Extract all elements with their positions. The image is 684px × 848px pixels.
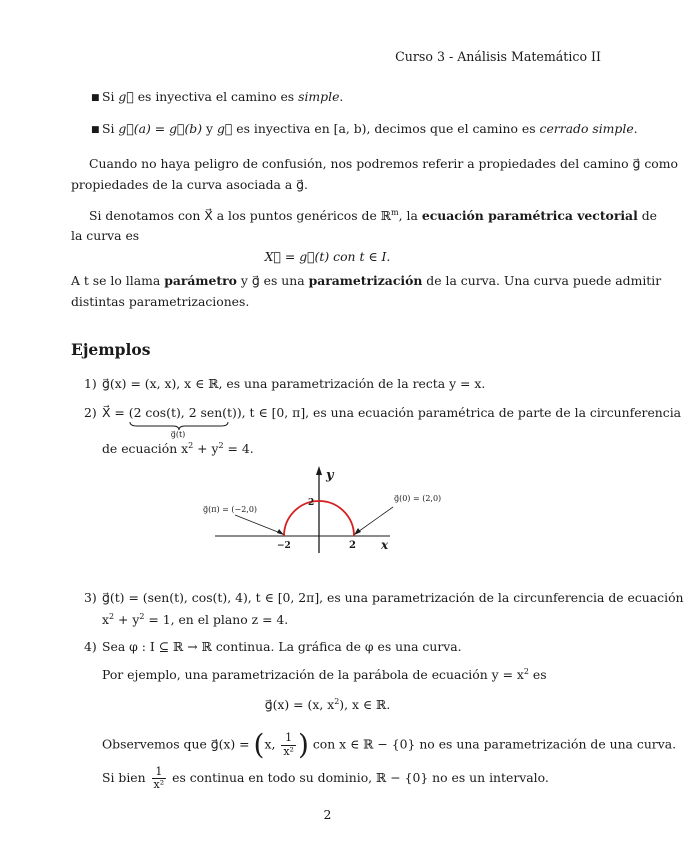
section-title-ejemplos: Ejemplos <box>71 340 151 359</box>
example-2-line2: de ecuación $x^2 + y^2 = 4$. <box>102 441 254 457</box>
example-4-last-line: Si bien $\frac{1}{\text{x²}}$ es continua en todo su dominio, ℝ − {0} no es un intervalo. <box>102 765 549 792</box>
pointer-right-line <box>355 507 393 534</box>
bullet-icon: ■ <box>91 93 100 103</box>
bullet-icon: ■ <box>91 125 100 135</box>
para-parameter-line2: distintas parametrizaciones. <box>71 294 250 309</box>
example-4-line2: Por ejemplo, una parametrización de la parábola de ecuación $y = x^2$ es <box>102 667 547 683</box>
bullet-item-simple: Si g⃗ es inyectiva el camino es simple. <box>102 89 344 104</box>
example-number: 1) <box>84 376 97 391</box>
tick-label-neg2: −2 <box>277 541 291 551</box>
underbrace-label: g⃗(t) <box>170 430 186 439</box>
para-parameter-line1: A t se lo llama parámetro y g⃗ es una parametrización de la curva. Una curva puede admitir <box>71 273 662 288</box>
label-g-zero: g⃗(0) = (2,0) <box>394 494 442 503</box>
y-axis-arrow-icon <box>316 466 322 475</box>
y-axis-label: y <box>326 468 334 483</box>
tick-label-pos2: 2 <box>349 540 356 551</box>
running-header: Curso 3 - Análisis Matemático II <box>395 49 601 64</box>
para-confusion-line1: Cuando no haya peligro de confusión, nos podremos referir a propiedades del camino g⃗ como <box>89 156 678 171</box>
example-3-line2: $x^2 + y^2 = 1$, en el plano z = 4. <box>102 612 289 628</box>
fraction-one-over-x2: $\frac{1}{\text{x²}}$ <box>283 731 294 758</box>
example-number: 4) <box>84 639 97 654</box>
para-confusion-line2: propiedades de la curva asociada a g⃗. <box>71 177 308 192</box>
example-3-line1: g⃗(t) = (sen(t), cos(t), 4), t ∈ [0, 2π], es una parametrización de la circunferencia de ecuación <box>102 590 684 605</box>
para-vector-equation-line2: la curva es <box>71 228 140 243</box>
underbrace-expression: (2 cos(t), 2 sen(t)) <box>128 405 242 420</box>
display-equation-parabola: g⃗(x) = (x, $x^2$), x ∈ ℝ. <box>264 697 391 713</box>
example-number: 2) <box>84 405 97 420</box>
fraction-one-over-x2: $\frac{1}{\text{x²}}$ <box>153 765 165 792</box>
label-g-pi: g⃗(π) = (−2,0) <box>203 505 258 514</box>
example-number: 3) <box>84 590 97 605</box>
example-4-line1: Sea φ : I ⊆ ℝ → ℝ continua. La gráfica de φ es una curva. <box>102 639 462 654</box>
pointer-left-line <box>235 515 283 534</box>
display-equation-X: X⃗ = g⃗(t) con t ∈ I. <box>264 249 391 264</box>
bullet-item-closed-simple: Si g⃗(a) = g⃗(b) y g⃗ es inyectiva en [a, b), decimos que el camino es cerrado simple. <box>102 121 638 136</box>
pointer-right-arrow-icon <box>354 528 361 535</box>
pointer-left-arrow-icon <box>277 529 284 535</box>
example-1-text: g⃗(x) = (x, x), x ∈ ℝ, es una parametrización de la recta y = x. <box>102 376 486 391</box>
underbrace-icon <box>129 421 229 430</box>
x-axis-label: x <box>381 538 389 552</box>
tick-label-y2: 2 <box>308 498 315 508</box>
semicircle-figure <box>195 463 442 559</box>
para-vector-equation-line1: Si denotamos con X⃗ a los puntos genéricos de ℝ$^m$, la ecuación paramétrica vectorial de <box>89 208 657 224</box>
page-number: 2 <box>323 807 332 822</box>
example-4-observation: Observemos que g⃗(x) = (x, $\frac{1}{\text{x²}}$ ) con x ∈ ℝ − {0} no es una parametrización de una curva. <box>102 728 677 761</box>
example-2-line1: X⃗ = (2 cos(t), 2 sen(t)) g⃗(t) , t ∈ [0, π], es una ecuación paramétrica de parte de la circunferencia <box>102 405 682 439</box>
